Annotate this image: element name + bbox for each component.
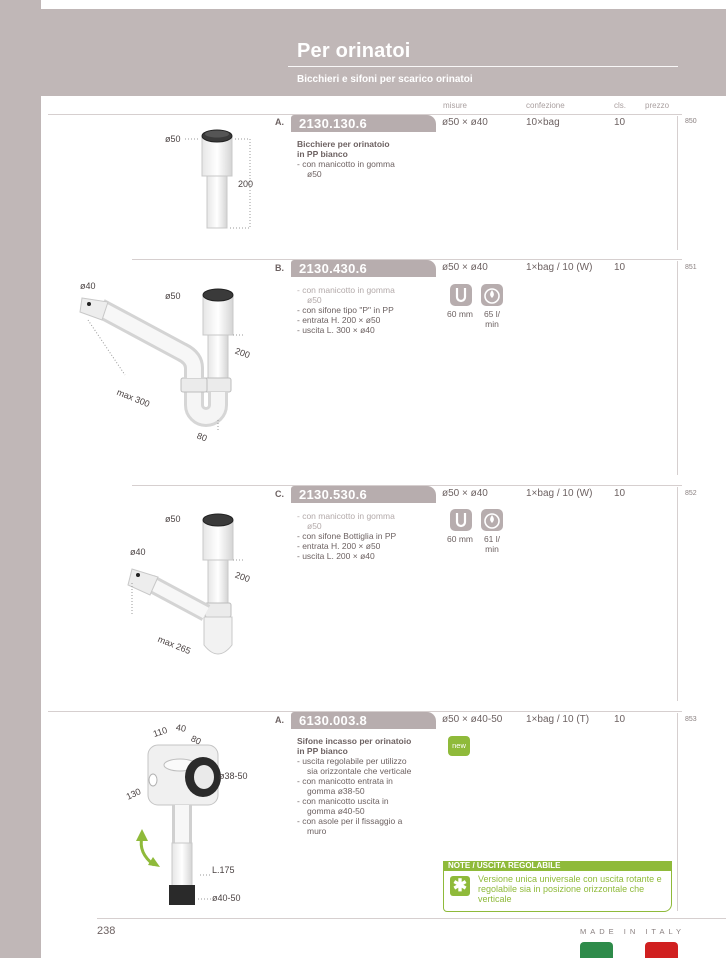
- product-page-ref: 850: [685, 118, 697, 125]
- product-misure: ø50 × ø40: [442, 488, 488, 499]
- dim-label: 110: [151, 725, 169, 739]
- product-page-ref: 853: [685, 716, 697, 723]
- desc-title-2: in PP bianco: [297, 149, 348, 159]
- flow-rate-unit: min: [485, 319, 499, 329]
- footer-divider: [97, 918, 726, 919]
- note-text: Versione unica universale con uscita rotante e regolabile sia in posizione orizzontale che verticale: [478, 874, 662, 904]
- product-cls: 10: [614, 714, 626, 725]
- product-page-ref: 851: [685, 264, 697, 271]
- dim-label: 200: [233, 345, 252, 361]
- desc-title: Sifone incasso per orinatoio: [297, 736, 412, 746]
- desc-line: - con sifone tipo "P" in PP: [297, 305, 394, 315]
- dim-label: 40: [175, 722, 187, 734]
- desc-line: - con asole per il fissaggio a: [297, 816, 403, 826]
- desc-line: - con manicotto in gomma: [297, 159, 395, 169]
- dim-label: ø40-50: [212, 893, 241, 903]
- product-description: [297, 285, 437, 335]
- desc-line: gomma ø38-50: [307, 786, 365, 796]
- desc-line: sia orizzontale che verticale: [307, 766, 412, 776]
- dim-label: ø50: [165, 291, 181, 301]
- desc-line: - entrata H. 200 × ø50: [297, 541, 381, 551]
- header-divider: [288, 66, 678, 67]
- made-in-italy: MADE IN ITALY: [580, 927, 686, 936]
- dim-label: 80: [189, 733, 203, 747]
- dim-label: ø40: [80, 281, 96, 291]
- dim-label: ø50: [165, 134, 181, 144]
- desc-line: - con manicotto uscita in: [297, 796, 389, 806]
- siphon-height-label: 60 mm: [447, 309, 473, 319]
- dim-label: 80: [195, 430, 209, 444]
- col-prezzo: prezzo: [645, 101, 670, 110]
- product-illustration-recessed-siphon: [120, 725, 260, 915]
- product-code: 2130.430.6: [291, 260, 436, 277]
- product-confezione: 1×bag / 10 (T): [526, 714, 590, 725]
- product-confezione: 1×bag / 10 (W): [526, 262, 593, 273]
- desc-line: - con manicotto entrata in: [297, 776, 393, 786]
- dim-label: max 265: [156, 633, 193, 657]
- desc-line: gomma ø40-50: [307, 806, 365, 816]
- product-description: [297, 736, 439, 836]
- flag-green-tab: [580, 942, 613, 958]
- product-confezione: 10×bag: [526, 117, 560, 128]
- flag-red-tab: [645, 942, 678, 958]
- col-divider: [677, 713, 678, 911]
- desc-line: - uscita L. 200 × ø40: [297, 551, 375, 561]
- product-illustration-bottle-siphon: [110, 505, 270, 665]
- desc-line: muro: [307, 826, 327, 836]
- page-subtitle: Bicchieri e sifoni per scarico orinatoi: [297, 74, 473, 85]
- product-misure: ø50 × ø40-50: [442, 714, 503, 725]
- dim-label: ø50: [165, 514, 181, 524]
- flow-rate-label: 61 l/: [483, 534, 501, 544]
- desc-line-muted: - con manicotto in gomma: [297, 511, 395, 521]
- dim-label: 200: [238, 179, 254, 189]
- desc-line: - uscita regolabile per utilizzo: [297, 756, 407, 766]
- flow-rate-icon: [481, 509, 503, 531]
- desc-line: ø50: [307, 169, 322, 179]
- product-cls: 10: [614, 117, 626, 128]
- product-misure: ø50 × ø40: [442, 117, 488, 128]
- product-page-ref: 852: [685, 490, 697, 497]
- dim-label: 200: [233, 569, 252, 585]
- page-number: 238: [97, 925, 116, 937]
- product-code: 6130.003.8: [291, 712, 436, 729]
- product-cls: 10: [614, 488, 626, 499]
- col-confezione: confezione: [526, 101, 565, 110]
- flow-rate-icon: [481, 284, 503, 306]
- product-misure: ø50 × ø40: [442, 262, 488, 273]
- product-code: 2130.130.6: [291, 115, 436, 132]
- flow-rate-label: 65 l/: [483, 309, 501, 319]
- desc-line: - con sifone Bottiglia in PP: [297, 531, 397, 541]
- asterisk-icon: ✱: [450, 876, 470, 896]
- col-divider: [677, 487, 678, 701]
- siphon-height-label: 60 mm: [447, 534, 473, 544]
- desc-title: Bicchiere per orinatoio: [297, 139, 390, 149]
- product-letter: A.: [275, 117, 284, 127]
- product-cls: 10: [614, 262, 626, 273]
- left-sidebar-band: [0, 0, 41, 958]
- dim-label: ø40: [130, 547, 146, 557]
- col-divider: [677, 261, 678, 475]
- product-confezione: 1×bag / 10 (W): [526, 488, 593, 499]
- product-letter: C.: [275, 489, 284, 499]
- page-title: Per orinatoi: [297, 40, 411, 62]
- col-cls: cls.: [614, 101, 626, 110]
- new-badge: new: [448, 736, 470, 756]
- col-misure: misure: [443, 101, 468, 110]
- dim-label: ø38-50: [219, 771, 248, 781]
- col-divider: [677, 116, 678, 250]
- product-letter: A.: [275, 715, 284, 725]
- desc-title-2: in PP bianco: [297, 746, 348, 756]
- product-letter: B.: [275, 263, 284, 273]
- note-heading: NOTE / USCITA REGOLABILE: [443, 861, 672, 871]
- dim-label: L.175: [212, 865, 235, 875]
- product-description: [297, 139, 437, 179]
- product-description: [297, 511, 437, 561]
- desc-line: - uscita L. 300 × ø40: [297, 325, 375, 335]
- siphon-height-icon: [450, 284, 472, 306]
- desc-line-muted: - con manicotto in gomma: [297, 285, 395, 295]
- dim-label: max 300: [115, 386, 152, 410]
- dim-label: 130: [124, 786, 143, 802]
- flow-rate-unit: min: [485, 544, 499, 554]
- desc-line-muted: ø50: [307, 521, 322, 531]
- product-illustration-p-siphon: [70, 280, 270, 450]
- desc-line-muted: ø50: [307, 295, 322, 305]
- desc-line: - entrata H. 200 × ø50: [297, 315, 381, 325]
- siphon-height-icon: [450, 509, 472, 531]
- product-code: 2130.530.6: [291, 486, 436, 503]
